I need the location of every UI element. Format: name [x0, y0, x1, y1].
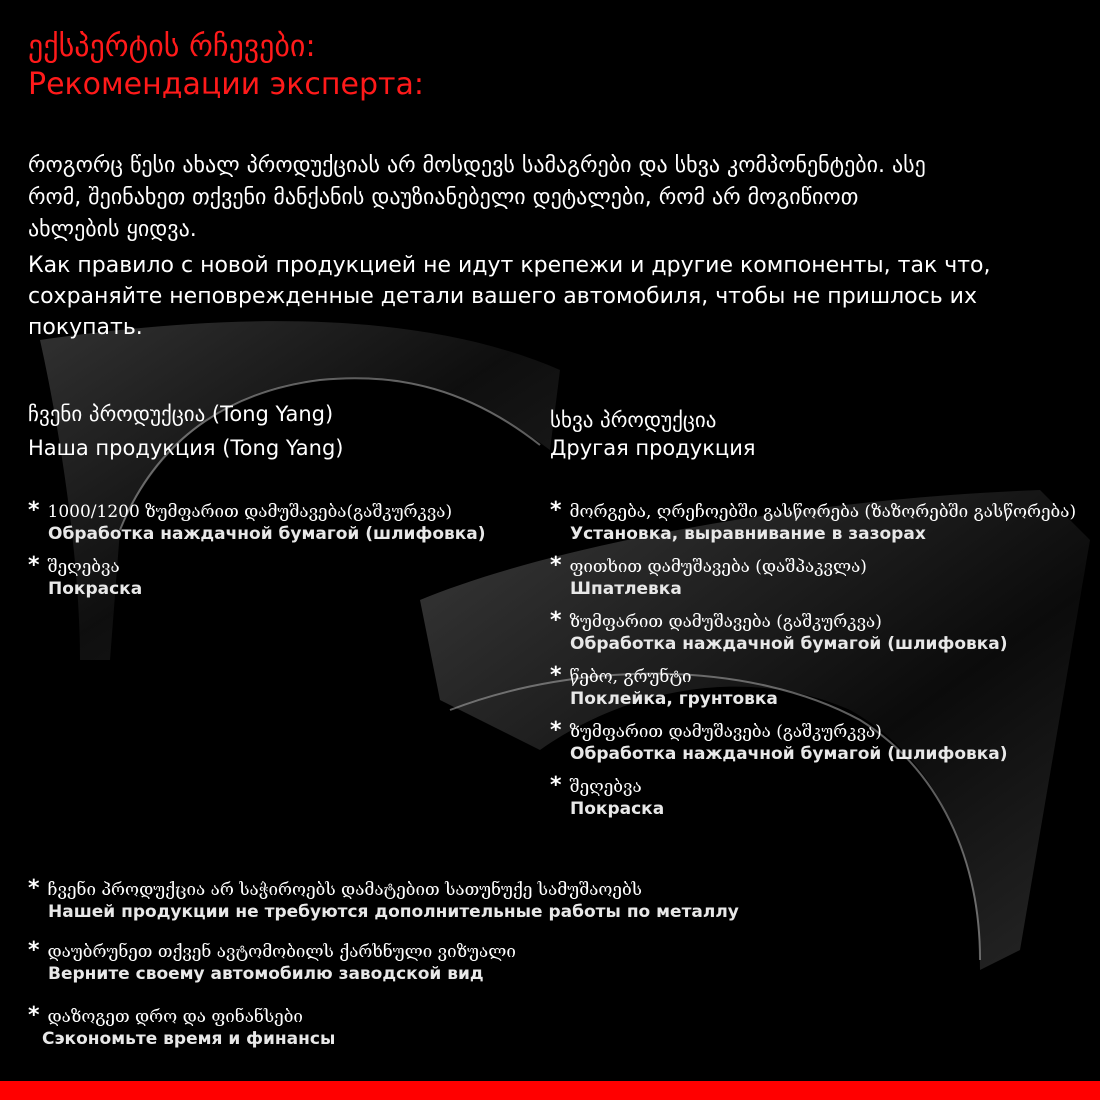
title-georgian: ექსპერტის რჩევები:	[28, 29, 316, 64]
bullet-star: *	[28, 938, 40, 963]
left-item-2: * შეღებვა Покраска	[28, 553, 143, 599]
footer-note-2: * დაუბრუნეთ თქვენ ავტომობილს ქარხნული ვიზუალი Верните своему автомобилю заводской вид	[28, 938, 516, 984]
our-product-heading-ru: Наша продукция (Tong Yang)	[28, 436, 344, 460]
our-product-heading-ka: ჩვენი პროდუქცია (Tong Yang)	[28, 402, 334, 426]
bullet-star: *	[550, 498, 562, 523]
bullet-star: *	[28, 876, 40, 901]
right-item-4: * წებო, გრუნტი Поклейка, грунтовка	[550, 663, 778, 709]
intro-ru-line3: покупать.	[28, 315, 143, 340]
footer-note-1: * ჩვენი პროდუქცია არ საჭიროებს დამატებით სათუნუქე სამუშაოებს Нашей продукции не требуются дополнительные работы по металлу	[28, 876, 739, 922]
left-item-1: * 1000/1200 ზუმფარით დამუშავება(გაშკურკვა) Обработка наждачной бумагой (шлифовка)	[28, 498, 486, 544]
bullet-star: *	[550, 608, 562, 633]
intro-ru-line1: Как правило с новой продукцией не идут крепежи и другие компоненты, так что,	[28, 253, 991, 278]
bullet-star: *	[550, 553, 562, 578]
right-item-1: * მორგება, ღრეჩოებში გასწორება (ზაზორებში გასწორება) Установка, выравнивание в зазорах	[550, 498, 1077, 544]
bullet-star: *	[550, 773, 562, 798]
intro-ka-line3: ახლების ყიდვა.	[28, 217, 197, 242]
right-item-2: * ფითხით დამუშავება (დაშპაკვლა) Шпатлевка	[550, 553, 867, 599]
other-product-heading-ka: სხვა პროდუქცია	[550, 408, 717, 432]
title-russian: Рекомендации эксперта:	[28, 67, 424, 102]
bullet-star: *	[28, 1003, 40, 1028]
bullet-star: *	[550, 663, 562, 688]
intro-ka-line2: რომ, შეინახეთ თქვენი მანქანის დაუზიანებელი დეტალები, რომ არ მოგიწიოთ	[28, 185, 859, 210]
intro-ru-line2: сохраняйте неповрежденные детали вашего автомобиля, чтобы не пришлось их	[28, 284, 977, 309]
right-item-5: * ზუმფარით დამუშავება (გაშკურკვა) Обработка наждачной бумагой (шлифовка)	[550, 718, 1008, 764]
bottom-red-bar	[0, 1081, 1100, 1100]
intro-ka-line1: როგორც წესი ახალ პროდუქციას არ მოსდევს სამაგრები და სხვა კომპონენტები. ასე	[28, 153, 926, 178]
right-item-6: * შეღებვა Покраска	[550, 773, 665, 819]
footer-note-3: * დაზოგეთ დრო და ფინანსები Сэкономьте время и финансы	[28, 1003, 336, 1049]
bullet-star: *	[28, 498, 40, 523]
right-item-3: * ზუმფარით დამუშავება (გაშკურკვა) Обработка наждачной бумагой (шлифовка)	[550, 608, 1008, 654]
other-product-heading-ru: Другая продукция	[550, 436, 756, 460]
bullet-star: *	[550, 718, 562, 743]
bullet-star: *	[28, 553, 40, 578]
